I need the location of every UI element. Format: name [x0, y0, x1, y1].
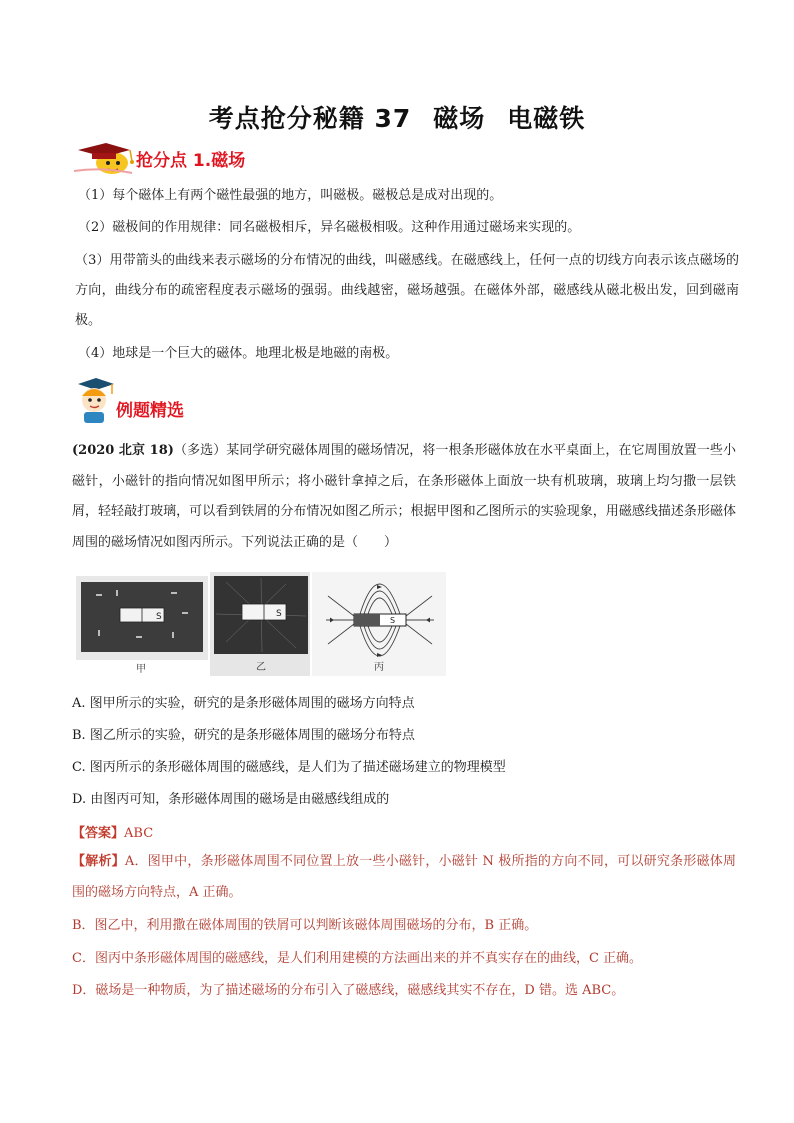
page-title [0, 99, 794, 135]
analysis-line-d: D．磁场是一种物质，为了描述磁场的分布引入了磁感线，磁感线其实不存在，D 错。选 ABC。 [72, 983, 625, 998]
analysis-label: 【解析】 [72, 854, 125, 869]
section2-label: 例题精选 [116, 400, 184, 421]
fig1-caption: 甲 [136, 664, 146, 675]
title-part3: 电磁铁 [507, 104, 586, 133]
title-part2: 磁场 [433, 104, 486, 133]
section2-header [72, 376, 184, 424]
analysis-line-a: A．图甲中，条形磁体周围不同位置上放一些小磁针，小磁针 N 极所指的方向不同，可以研究条形磁体周围的磁场方向特点，A 正确。 [72, 854, 736, 900]
answer-value: ABC [124, 826, 154, 841]
fig2-magnet-label: S [276, 609, 282, 619]
section1-item-2: （2）磁极间的作用规律：同名磁极相斥，异名磁极相吸。这种作用通过磁场来实现的。 [78, 220, 581, 235]
option-a: A. 图甲所示的实验，研究的是条形磁体周围的磁场方向特点 [72, 696, 415, 711]
fig1-magnet-label: S [156, 612, 162, 622]
fig3-caption: 丙 [374, 662, 384, 673]
option-c: C. 图丙所示的条形磁体周围的磁感线，是人们为了描述磁场建立的物理模型 [72, 760, 506, 775]
analysis-line-c: C．图丙中条形磁体周围的磁感线，是人们利用建模的方法画出来的并不真实存在的曲线，C 正确。 [72, 951, 643, 966]
fig3-magnet-label: S [390, 616, 396, 625]
title-part1: 考点抢分秘籍 37 [208, 104, 412, 133]
analysis-block [72, 847, 736, 908]
section1-item-4: （4）地球是一个巨大的磁体。地理北极是地磁的南极。 [78, 346, 399, 361]
question-text [72, 436, 736, 558]
section1-label: 抢分点 1.磁场 [136, 150, 246, 171]
section1-item-3: （3）用带箭头的曲线来表示磁场的分布情况的曲线，叫磁感线。在磁感线上，任何一点的切线方向表示该点磁场的方向，曲线分布的疏密程度表示磁场的强弱。曲线越密，磁场越强。在磁体外部，磁感线从磁北极出发，回到磁南极。 [75, 253, 739, 328]
graduate-mascot-icon [72, 141, 134, 175]
section1-item-1: （1）每个磁体上有两个磁性最强的地方，叫磁极。磁极总是成对出现的。 [78, 188, 503, 203]
analysis-line-b: B．图乙中，利用撒在磁体周围的铁屑可以判断该磁体周围磁场的分布，B 正确。 [72, 918, 538, 933]
figure-jia [76, 576, 208, 675]
magnet-figures [76, 572, 446, 676]
option-b: B. 图乙所示的实验，研究的是条形磁体周围的磁场分布特点 [72, 728, 415, 743]
question-source: (2020 北京 18) [72, 443, 174, 458]
option-d: D. 由图丙可知，条形磁体周围的磁场是由磁感线组成的 [72, 792, 390, 807]
answer-line [72, 822, 153, 841]
figure-yi [210, 572, 310, 676]
figure-bing [312, 572, 446, 676]
section1-header [72, 141, 245, 175]
answer-label: 【答案】 [72, 826, 125, 841]
student-mascot-icon [72, 376, 116, 424]
fig2-caption: 乙 [256, 662, 266, 673]
question-body: （多选）某同学研究磁体周围的磁场情况，将一根条形磁体放在水平桌面上，在它周围放置一些小磁针，小磁针的指向情况如图甲所示；将小磁针拿掉之后，在条形磁体上面放一块有机玻璃，玻璃上均匀撒一层铁屑，轻轻敲打玻璃，可以看到铁屑的分布情况如图乙所示；根据甲图和乙图所示的实验现象，用磁感线描述条形磁体周围的磁场情况如图丙所示。下列说法正确的是（ ） [72, 443, 736, 550]
